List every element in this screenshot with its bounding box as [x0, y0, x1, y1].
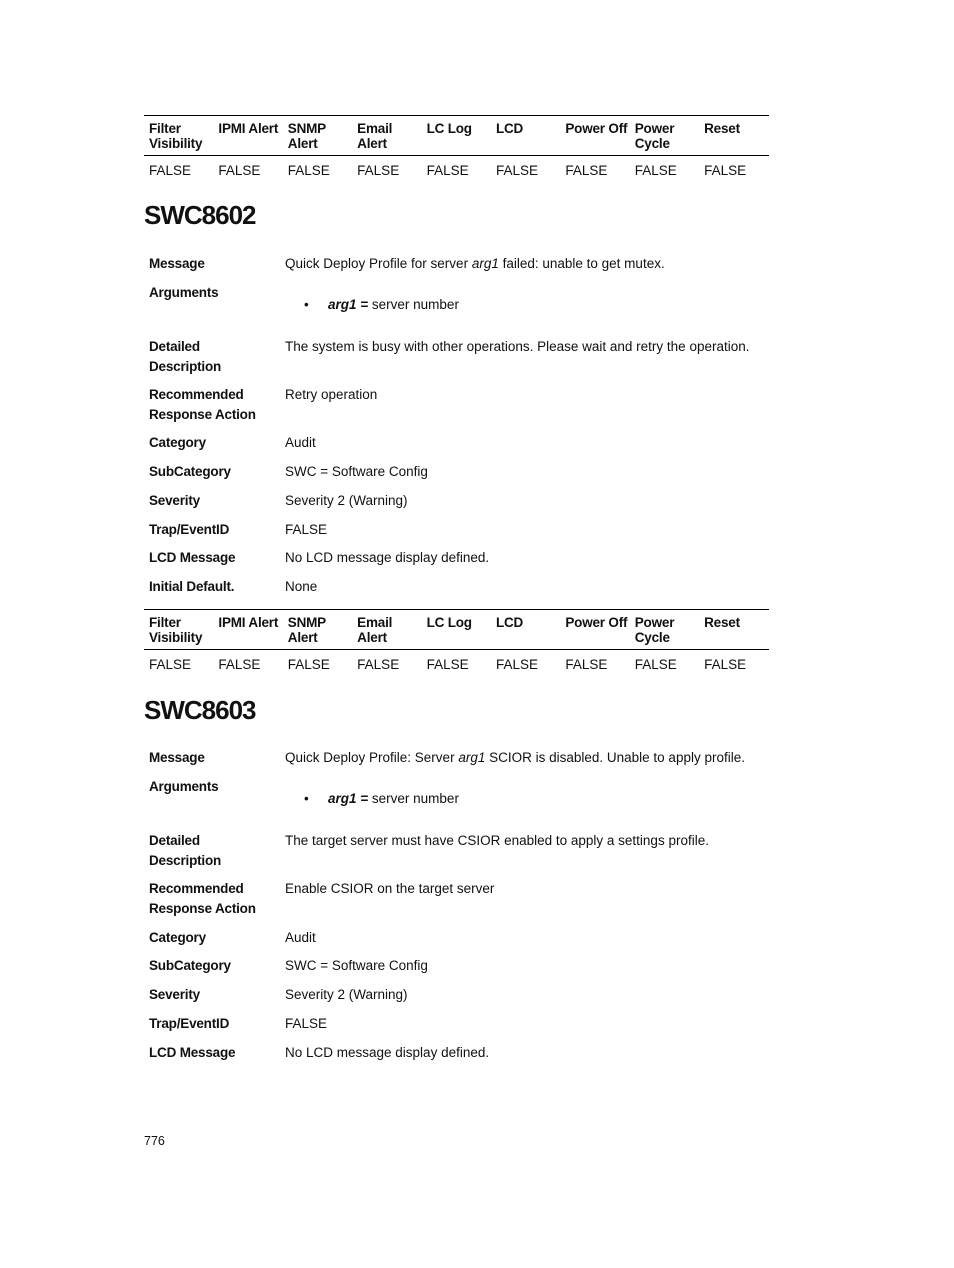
- table-cell: FALSE: [218, 163, 261, 178]
- filter-table-header: [144, 610, 769, 650]
- header-snmp-alert: SNMP Alert: [287, 615, 326, 645]
- value-recommended-action: Retry operation: [285, 387, 378, 402]
- value-category: Audit: [285, 435, 316, 450]
- label-category: Category: [149, 930, 206, 945]
- header-filter-visibility: Filter Visibility: [149, 121, 203, 151]
- value-subcategory: SWC = Software Config: [285, 958, 428, 973]
- label-arguments: Arguments: [149, 285, 219, 300]
- table-cell: FALSE: [426, 163, 469, 178]
- table-cell: FALSE: [149, 163, 192, 178]
- value-lcd-message: No LCD message display defined.: [285, 1045, 490, 1060]
- label-recommended-action: Recommended Response Action: [149, 387, 256, 422]
- table-cell: FALSE: [426, 657, 469, 672]
- header-lc-log: LC Log: [426, 615, 472, 630]
- table-cell: FALSE: [287, 657, 330, 672]
- value-message: Quick Deploy Profile for server arg1 failed: unable to get mutex.: [285, 256, 665, 271]
- header-snmp-alert: SNMP Alert: [287, 121, 326, 151]
- value-message: Quick Deploy Profile: Server arg1 SCIOR is disabled. Unable to apply profile.: [285, 750, 745, 765]
- label-lcd-message: LCD Message: [149, 1045, 236, 1060]
- header-filter-visibility: Filter Visibility: [149, 615, 203, 645]
- header-power-cycle: Power Cycle: [634, 615, 675, 645]
- header-power-cycle: Power Cycle: [634, 121, 675, 151]
- table-cell: FALSE: [495, 163, 538, 178]
- label-arguments: Arguments: [149, 779, 219, 794]
- value-trap-eventid: FALSE: [285, 522, 328, 537]
- header-lc-log: LC Log: [426, 121, 472, 136]
- value-category: Audit: [285, 930, 316, 945]
- table-cell: FALSE: [565, 163, 608, 178]
- label-message: Message: [149, 750, 205, 765]
- label-severity: Severity: [149, 987, 200, 1002]
- header-lcd: LCD: [495, 615, 524, 630]
- filter-table-top: [144, 115, 769, 186]
- table-cell: FALSE: [357, 163, 400, 178]
- header-email-alert: Email Alert: [357, 121, 393, 151]
- table-cell: FALSE: [287, 163, 330, 178]
- page-number: 776: [144, 1134, 165, 1148]
- table-row: [144, 650, 769, 680]
- bullet-icon: •: [304, 297, 309, 312]
- label-trap-eventid: Trap/EventID: [149, 522, 230, 537]
- header-ipmi-alert: IPMI Alert: [218, 615, 279, 630]
- value-initial-default: None: [285, 579, 318, 594]
- value-trap-eventid: FALSE: [285, 1016, 328, 1031]
- table-cell: FALSE: [357, 657, 400, 672]
- section-title-swc8603: SWC8603: [144, 695, 256, 725]
- header-email-alert: Email Alert: [357, 615, 393, 645]
- table-row: [144, 156, 769, 186]
- label-detailed-description: Detailed Description: [149, 339, 222, 374]
- table-cell: FALSE: [495, 657, 538, 672]
- label-recommended-action: Recommended Response Action: [149, 881, 256, 916]
- value-severity: Severity 2 (Warning): [285, 493, 408, 508]
- label-subcategory: SubCategory: [149, 464, 231, 479]
- table-cell: FALSE: [634, 163, 677, 178]
- table-cell: FALSE: [149, 657, 192, 672]
- label-initial-default: Initial Default.: [149, 579, 235, 594]
- filter-table-header: [144, 116, 769, 156]
- label-subcategory: SubCategory: [149, 958, 231, 973]
- label-detailed-description: Detailed Description: [149, 833, 222, 868]
- header-lcd: LCD: [495, 121, 524, 136]
- value-subcategory: SWC = Software Config: [285, 464, 428, 479]
- value-detailed-description: The target server must have CSIOR enabled to apply a settings profile.: [285, 833, 709, 848]
- table-cell: FALSE: [634, 657, 677, 672]
- value-severity: Severity 2 (Warning): [285, 987, 408, 1002]
- label-severity: Severity: [149, 493, 200, 508]
- value-lcd-message: No LCD message display defined.: [285, 550, 490, 565]
- value-recommended-action: Enable CSIOR on the target server: [285, 881, 495, 896]
- label-category: Category: [149, 435, 206, 450]
- table-cell: FALSE: [218, 657, 261, 672]
- value-detailed-description: The system is busy with other operations. Please wait and retry the operation.: [285, 339, 750, 354]
- filter-table-swc8602: [144, 609, 769, 680]
- table-cell: FALSE: [565, 657, 608, 672]
- table-cell: FALSE: [704, 657, 747, 672]
- bullet-icon: •: [304, 791, 309, 806]
- label-trap-eventid: Trap/EventID: [149, 1016, 230, 1031]
- header-reset: Reset: [704, 615, 740, 630]
- header-power-off: Power Off: [565, 615, 628, 630]
- header-power-off: Power Off: [565, 121, 628, 136]
- section-title-swc8602: SWC8602: [144, 200, 256, 230]
- table-cell: FALSE: [704, 163, 747, 178]
- header-reset: Reset: [704, 121, 740, 136]
- label-lcd-message: LCD Message: [149, 550, 236, 565]
- header-ipmi-alert: IPMI Alert: [218, 121, 279, 136]
- label-message: Message: [149, 256, 205, 271]
